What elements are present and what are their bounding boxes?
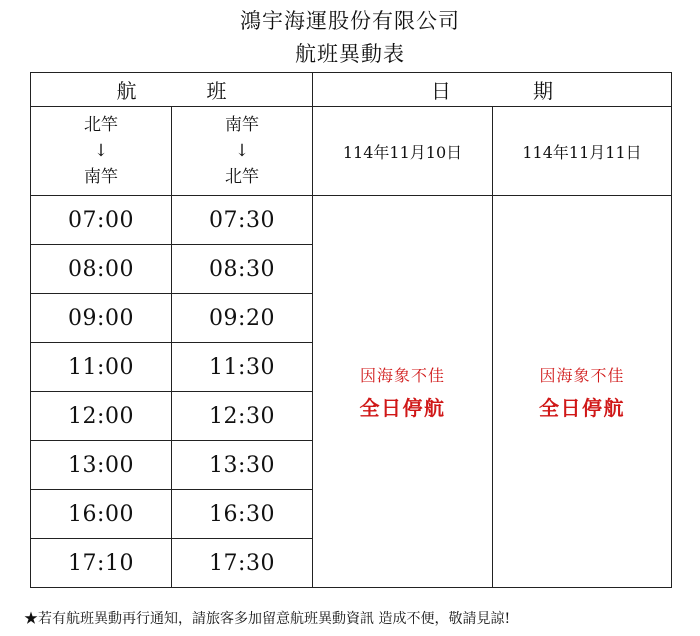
departure-time-nangan: 07:30: [172, 196, 313, 245]
date-cell-2: 114年11月11日: [493, 107, 672, 196]
departure-time-beigan: 07:00: [31, 196, 172, 245]
departure-time-nangan: 12:30: [172, 392, 313, 441]
flight-header: [31, 73, 313, 107]
direction-to: 北竿: [225, 167, 259, 187]
departure-time-beigan: 08:00: [31, 245, 172, 294]
down-arrow-icon: ↓: [234, 141, 250, 161]
document-title: 航班異動表: [295, 42, 405, 66]
schedule-table: [30, 72, 672, 588]
departure-time-nangan: 17:30: [172, 539, 313, 588]
notice-status: 全日停航: [539, 395, 625, 420]
departure-time-nangan: 13:30: [172, 441, 313, 490]
departure-time-beigan: 13:00: [31, 441, 172, 490]
flight-header-char-1: 航: [116, 79, 137, 103]
direction-beigan-to-nangan: [31, 107, 172, 196]
direction-row: [31, 107, 672, 196]
flight-header-char-2: 班: [206, 79, 227, 103]
date-cell-1: 114年11月10日: [313, 107, 493, 196]
departure-time-beigan: 11:00: [31, 343, 172, 392]
departure-time-nangan: 08:30: [172, 245, 313, 294]
date-header: [313, 73, 672, 107]
table-row: [31, 196, 672, 245]
direction-to: 南竿: [84, 167, 118, 187]
footnote: ★若有航班異動再行通知，請旅客多加留意航班異動資訊 造成不便，敬請見諒!: [24, 611, 511, 627]
direction-nangan-to-beigan: [172, 107, 313, 196]
date-header-char-1: 日: [431, 79, 451, 103]
table-header-row: [31, 73, 672, 107]
departure-time-nangan: 16:30: [172, 490, 313, 539]
notice-status: 全日停航: [359, 395, 446, 420]
direction-from: 北竿: [84, 115, 118, 135]
date-header-char-2: 期: [533, 79, 553, 103]
departure-time-beigan: 16:00: [31, 490, 172, 539]
notice-reason: 因海象不佳: [359, 365, 445, 385]
departure-time-nangan: 09:20: [172, 294, 313, 343]
notice-cell-2: [493, 196, 672, 588]
down-arrow-icon: ↓: [93, 141, 109, 161]
departure-time-beigan: 09:00: [31, 294, 172, 343]
departure-time-beigan: 12:00: [31, 392, 172, 441]
company-name: 鴻宇海運股份有限公司: [240, 9, 460, 33]
departure-time-nangan: 11:30: [172, 343, 313, 392]
direction-from: 南竿: [225, 115, 259, 135]
departure-time-beigan: 17:10: [31, 539, 172, 588]
notice-cell-1: [313, 196, 493, 588]
notice-reason: 因海象不佳: [539, 365, 625, 385]
